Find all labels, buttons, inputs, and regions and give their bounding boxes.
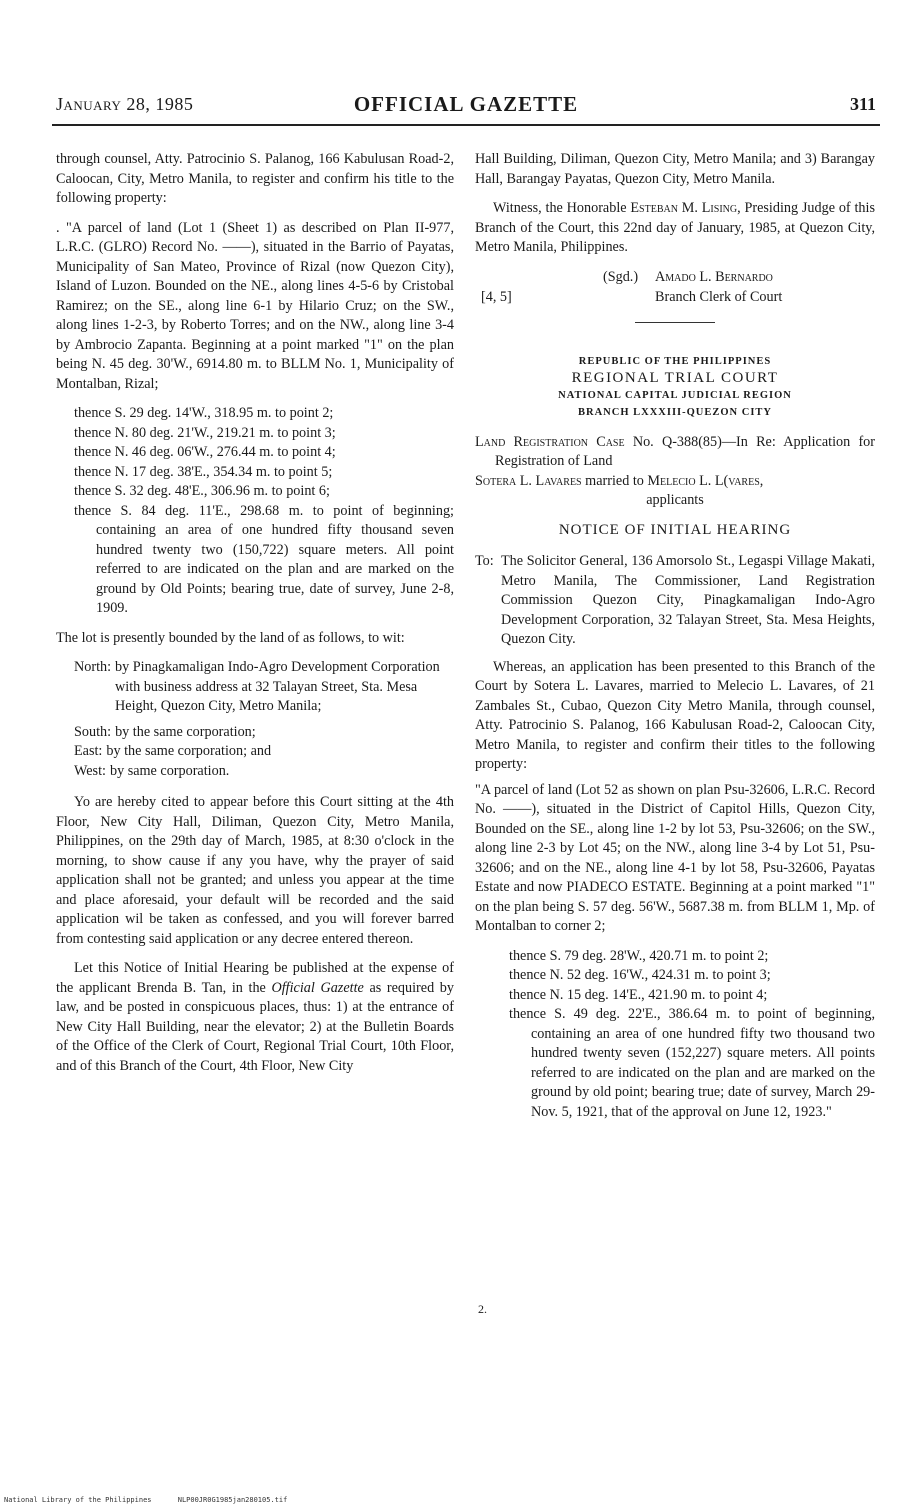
case-parties bbox=[475, 472, 875, 492]
to-text: The Solicitor General, 136 Amorsolo St., Legaspi Village Makati, Metro Manila, The Commissioner, Land Registration Commission Quezon City, Pinagkamaligan Indo-Agro Development Corporation, 32 Talayan Street, Sta. Mesa Heights, Quezon City. bbox=[501, 553, 875, 647]
gazette-title: OFFICIAL GAZETTE bbox=[353, 92, 579, 116]
witness-paragraph bbox=[475, 199, 875, 258]
signature-block bbox=[475, 268, 875, 310]
course-line: thence N. 17 deg. 38'E., 354.34 m. to point 5; bbox=[74, 463, 333, 480]
header-rule bbox=[52, 124, 880, 126]
case-label: Land Registration Case bbox=[475, 433, 625, 450]
section-divider bbox=[635, 322, 715, 323]
east-text: by the same corporation; and bbox=[106, 743, 272, 759]
course-line: thence N. 46 deg. 06'W., 276.44 m. to point 4; bbox=[74, 444, 336, 460]
course-line: thence S. 84 deg. 11'E., 298.68 m. to point of beginning; containing an area of one hundred fifty thousand seven hundred twenty two (150,722) square meters. All point referred to are indicated on the plan and are marked on the ground by Old Points; bearing true, date of survey, June 2-8, 1909. bbox=[74, 502, 454, 616]
left-paragraph-1: through counsel, Atty. Patrocinio S. Palanog, 166 Kabulusan Road-2, Caloocan, City, Metro Manila, to register and confirm his title to the following property: bbox=[56, 151, 454, 206]
case-text: No. Q-388(85)—In Re: Application for Registration of Land bbox=[495, 433, 875, 469]
publication-text-b: as required by law, and be posted in conspicuous places, thus: 1) at the entrance of New City Hall Building, near the elevator; 2) at the Bulletin Boards of the Office of the Clerk of Court, Regional Trial Court, 10th Floor, and of this Branch of the Court, 4th Floor, New City bbox=[56, 979, 454, 1074]
right-paragraph-1: Hall Building, Diliman, Quezon City, Metro Manila; and 3) Barangay Hall, Barangay Payatas, Quezon City, Metro Manila. bbox=[475, 151, 875, 187]
addressees bbox=[475, 552, 875, 650]
citation-paragraph: Yo are hereby cited to appear before this Court sitting at the 4th Floor, New City Hall, Diliman, Quezon City, Metro Manila, Philippines, on the 29th day of March, 1985, at 8:30 o'clock in the morning, to show cause if any you have, why the prayer of said application shall not be granted; and unless you appear at the time and place aforesaid, your default will be recorded and the said application wil be taken as confessed, and you will forever barred from contesting said application or any decree entered thereon. bbox=[56, 794, 454, 947]
left-courses bbox=[74, 404, 454, 619]
judge-name: Esteban M. Lising bbox=[630, 200, 738, 216]
north-label: North: bbox=[74, 659, 112, 675]
course-line: thence N. 80 deg. 21'W., 219.21 m. to point 3; bbox=[74, 424, 336, 441]
library-name: National Library of the Philippines bbox=[4, 1496, 152, 1504]
course-line: thence S. 32 deg. 48'E., 306.96 m. to point 6; bbox=[74, 483, 330, 499]
right-courses bbox=[509, 947, 875, 1123]
applicants-label: applicants bbox=[646, 492, 704, 508]
publication-paragraph bbox=[56, 959, 454, 1076]
signed-mark: (Sgd.) bbox=[603, 268, 639, 285]
page-number: 311 bbox=[849, 94, 876, 114]
west-text: by same corporation. bbox=[109, 762, 230, 779]
left-column bbox=[56, 150, 454, 1086]
course-line: thence S. 29 deg. 14'W., 318.95 m. to point 2; bbox=[74, 405, 334, 421]
court-heading bbox=[475, 353, 875, 421]
boundary-south bbox=[74, 723, 454, 743]
clerk-name: Amado L. Bernardo bbox=[655, 268, 773, 285]
witness-text-b: , Presiding Judge of this Branch of the Court, this 22nd day of January, 1985, at Quezon City, Metro Manila, Philippines. bbox=[475, 200, 875, 255]
west-label: West: bbox=[74, 762, 106, 779]
page-header bbox=[56, 94, 876, 124]
margin-mark: 2. bbox=[478, 1302, 487, 1316]
course-line: thence N. 15 deg. 14'E., 421.90 m. to point 4; bbox=[509, 986, 768, 1003]
issue-reference: [4, 5] bbox=[481, 288, 512, 305]
course-line: thence S. 79 deg. 28'W., 420.71 m. to point 2; bbox=[509, 947, 769, 964]
boundary-north bbox=[74, 658, 454, 717]
parcel-description: . "A parcel of land (Lot 1 (Sheet 1) as described on Plan II-977, L.R.C. (GLRO) Record No. ——), situated in the Barrio of Payatas, Municipality of San Mateo, Province of Rizal (now Quezon City), Island of Luzon. Bounded on the NE., along lines 4-5-6 by Cristobal Ramirez; on the SE., along line 6-1 by Hilario Cruz; on the SW., along lines 1-2-3, by Roberto Torres; and on the NW., along line 3-4 by Ambrocio Zapanta. Beginning at a point marked "1" on the plan being N. 45 deg. 30'W., 6914.80 m. to BLLM No. 1, Municipality of Montalban, Rizal; bbox=[56, 219, 454, 392]
bounded-intro: The lot is presently bounded by the land of as follows, to wit: bbox=[56, 629, 405, 646]
publication-text-a: Let this Notice of Initial Hearing be published at the expense of the applicant Brenda B. Tan, in the bbox=[56, 960, 454, 996]
republic-line: REPUBLIC OF THE PHILIPPINES bbox=[578, 355, 772, 367]
boundary-east bbox=[74, 742, 454, 762]
course-line: thence N. 52 deg. 16'W., 424.31 m. to point 3; bbox=[509, 967, 771, 983]
region-line: NATIONAL CAPITAL JUDICIAL REGION bbox=[558, 389, 792, 401]
file-name: NLP00JR0G1985jan280105.tif bbox=[177, 1496, 288, 1504]
married-to: married to bbox=[581, 472, 648, 489]
north-text: by Pinagkamaligan Indo-Agro Development Corporation with business address at 32 Talayan Street, Sta. Mesa Height, Quezon City, Metro Manila; bbox=[115, 659, 440, 714]
court-name: REGIONAL TRIAL COURT bbox=[571, 369, 779, 386]
course-line: thence S. 49 deg. 22'E., 386.64 m. to point of beginning, containing an area of one hundred fifty two thousand two hundred twenty seven (152,227) square meters. All points referred to are indicated on the plan and are marked on the ground by old point; bearing true; date of survey, March 29-Nov. 5, 1921, that of the approval on June 12, 1923." bbox=[509, 1006, 875, 1120]
issue-date: January 28, 1985 bbox=[56, 94, 194, 114]
east-label: East: bbox=[74, 743, 103, 759]
south-text: by the same corporation; bbox=[115, 723, 256, 740]
applicant-name: Sotera L. Lavares bbox=[475, 472, 582, 489]
to-label: To: bbox=[475, 553, 494, 569]
spouse-name: Melecio L. L(vares, bbox=[647, 472, 764, 489]
notice-title: NOTICE OF INITIAL HEARING bbox=[558, 521, 792, 538]
whereas-paragraph: Whereas, an application has been presented to this Branch of the Court by Sotera L. Lavares, married to Melecio L. Lavares, of 21 Zambales St., Cubao, Quezon City Metro Manila, through counsel, Atty. Patrocinio S. Palanog, 166 Kabulusan Road-2, Caloocan City, Metro Manila, to register and confirm their titles to the following property: bbox=[475, 658, 875, 772]
clerk-title: Branch Clerk of Court bbox=[655, 288, 783, 305]
gazette-italic: Official Gazette bbox=[271, 979, 364, 996]
branch-line: BRANCH LXXXIII-QUEZON CITY bbox=[577, 406, 773, 418]
case-caption bbox=[475, 433, 875, 511]
scan-footer bbox=[4, 1496, 309, 1504]
case-number bbox=[475, 433, 875, 472]
boundary-west bbox=[74, 762, 454, 782]
right-column bbox=[475, 150, 875, 1132]
south-label: South: bbox=[74, 723, 112, 740]
witness-text-a: Witness, the Honorable bbox=[493, 200, 631, 216]
parcel-description-2: "A parcel of land (Lot 52 as shown on plan Psu-32606, L.R.C. Record No. ——), situated in the District of Capitol Hills, Quezon City, Bounded on the SE., along line 1-2 by lot 53, Psu-32606; on the SW., along line 2-3 by Lot 45; on the NW., along line 3-4 by Lot 51, Psu-32606; and on the NE., along line 4-1 by lot 58, Psu-32606, Payatas Estate and now PIADECO ESTATE. Beginning at a point marked "1" on the plan being S. 57 deg. 56'W., 5687.38 m. from BLLM 1, Mp. of Montalban to corner 2; bbox=[475, 781, 875, 934]
boundaries bbox=[74, 658, 454, 781]
